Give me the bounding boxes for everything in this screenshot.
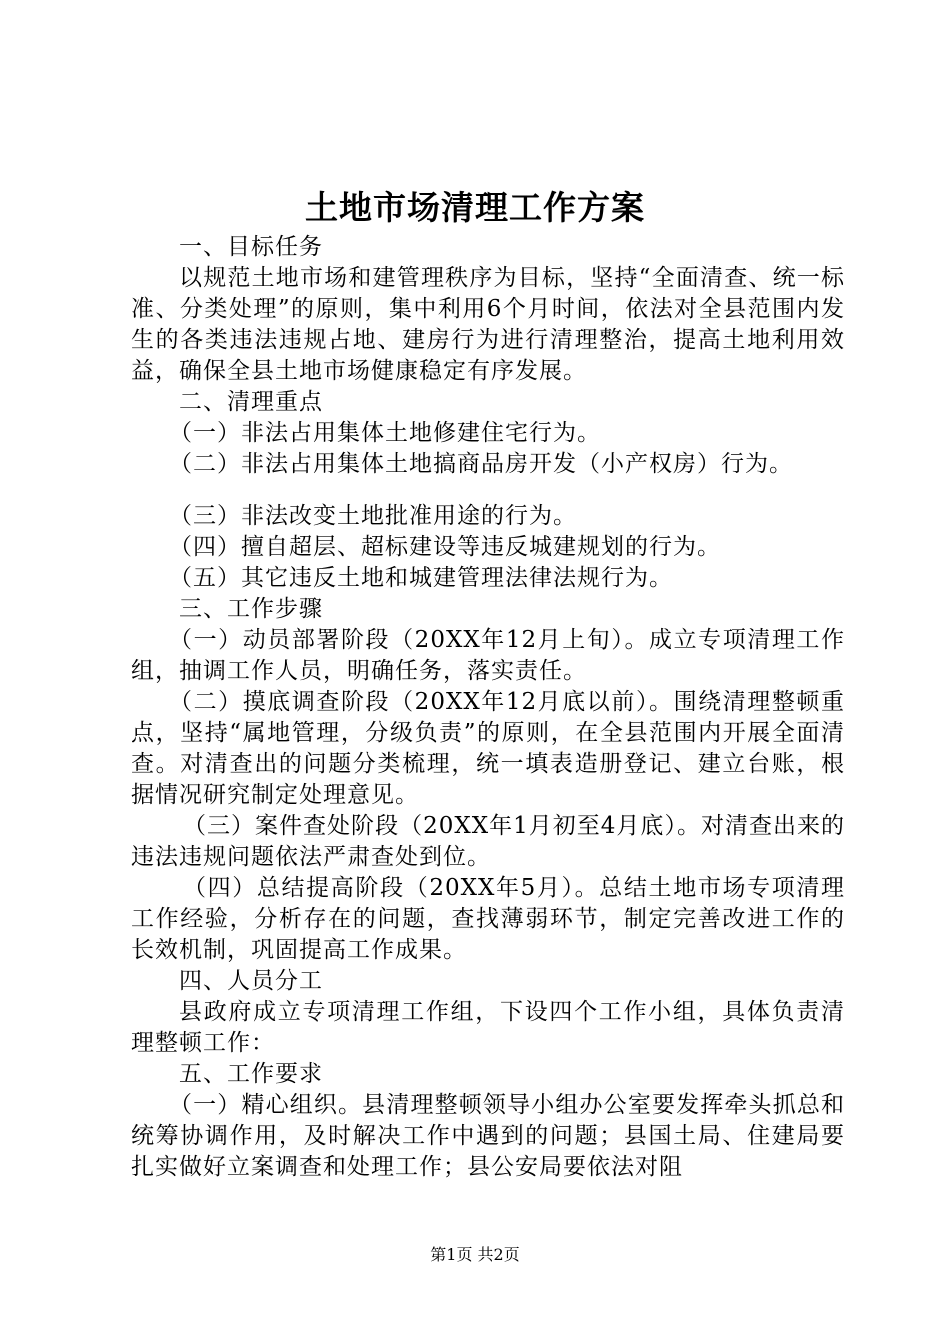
paragraph-requirement-1: （一）精心组织。县清理整顿领导小组办公室要发挥牵头抓总和统筹协调作用，及时解决工作中遇到的问题；县国土局、住建局要扎实做好立案调查和处理工作；县公安局要依法对阻 (131, 1092, 845, 1180)
page-number: 第1页 共2页 (430, 1245, 520, 1264)
section-heading-5: 五、工作要求 (179, 1061, 323, 1087)
paragraph-goal: 以规范土地市场和建管理秩序为目标，坚持“全面清查、统一标准、分类处理”的原则，集中利用6个月时间，依法对全县范围内发生的各类违法违规占地、建房行为进行清理整治，提高土地利用效益，确保全县土地市场健康稳定有序发展。 (131, 265, 845, 384)
list-item: （四）擅自超层、超标建设等违反城建规划的行为。 (169, 534, 721, 560)
section-heading-3: 三、工作步骤 (179, 596, 323, 622)
paragraph-step-4: （四）总结提高阶段（20XX年5月）。总结土地市场专项清理工作经验，分析存在的问题，查找薄弱环节，制定完善改进工作的长效机制，巩固提高工作成果。 (131, 875, 845, 963)
paragraph-step-1: （一）动员部署阶段（20XX年12月上旬）。成立专项清理工作组，抽调工作人员，明确任务，落实责任。 (131, 627, 845, 684)
section-heading-1: 一、目标任务 (179, 234, 323, 260)
section-heading-2: 二、清理重点 (179, 389, 323, 415)
paragraph-staffing: 县政府成立专项清理工作组，下设四个工作小组，具体负责清理整顿工作： (131, 999, 845, 1056)
list-item: （三）非法改变土地批准用途的行为。 (169, 503, 577, 529)
document-title: 土地市场清理工作方案 (305, 188, 645, 227)
document-body (131, 232, 845, 1183)
paragraph-step-3: （三）案件查处阶段（20XX年1月初至4月底）。对清查出来的违法违规问题依法严肃查处到位。 (131, 813, 845, 870)
list-item: （五）其它违反土地和城建管理法律法规行为。 (169, 565, 673, 591)
paragraph-step-2: （二）摸底调查阶段（20XX年12月底以前）。围绕清理整顿重点，坚持“属地管理，分级负责”的原则，在全县范围内开展全面清查。对清查出的问题分类梳理，统一填表造册登记、建立台账，根据情况研究制定处理意见。 (131, 689, 845, 808)
section-heading-4: 四、人员分工 (179, 968, 323, 994)
list-item: （一）非法占用集体土地修建住宅行为。 (169, 420, 601, 446)
blank-line (131, 480, 845, 501)
list-item: （二）非法占用集体土地搞商品房开发（小产权房）行为。 (169, 451, 793, 477)
